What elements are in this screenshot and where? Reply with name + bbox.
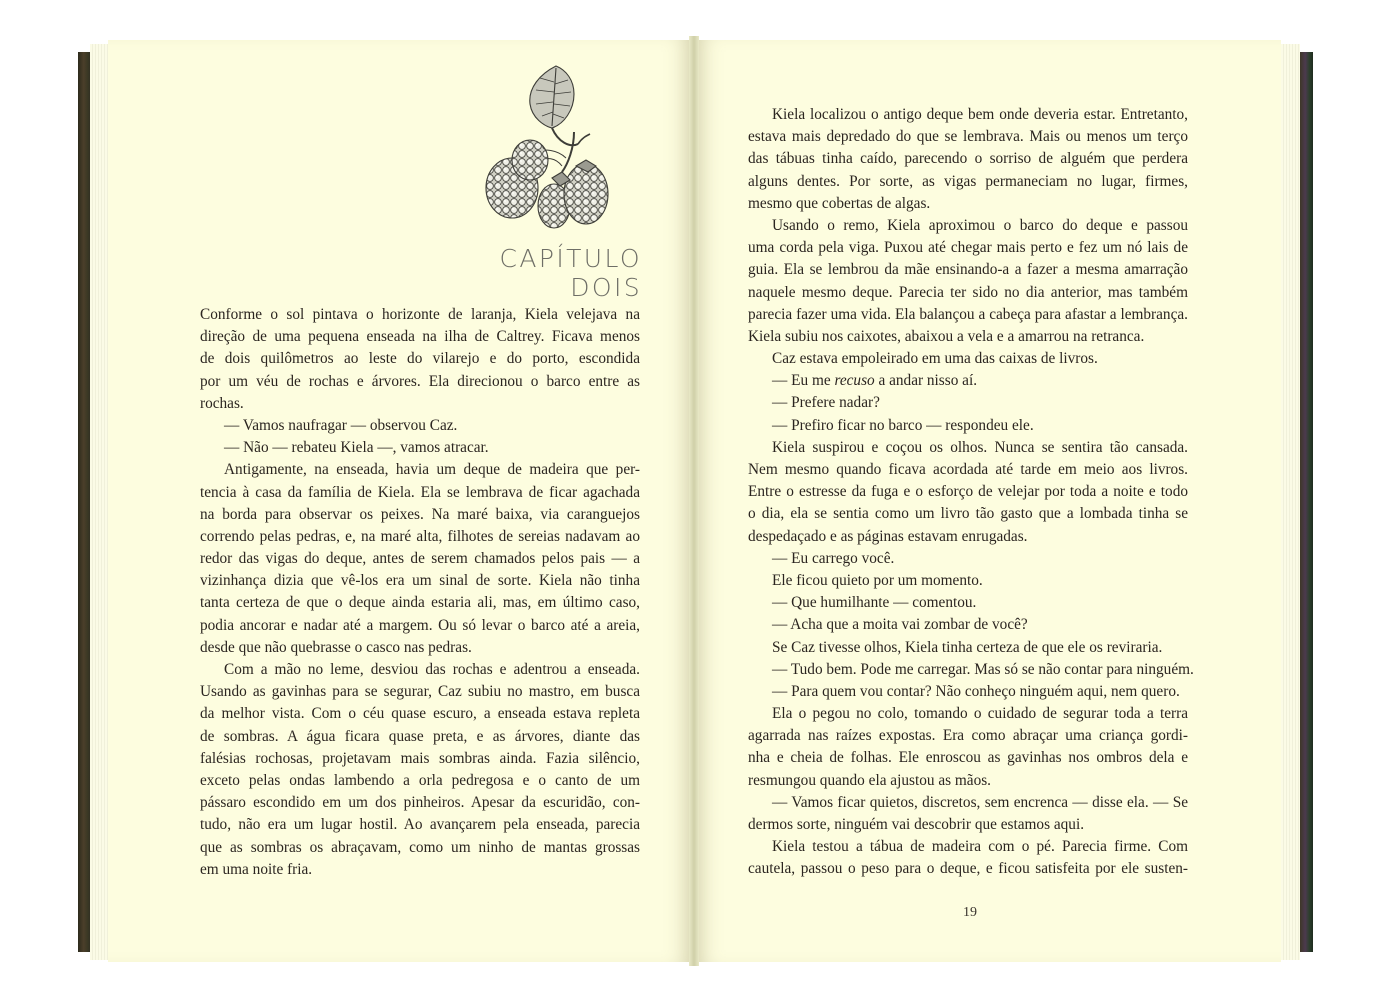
- text-line: em uma noite fria.: [200, 860, 313, 878]
- text-line: de sombras. A água ficara quase preta, e as árvores, diante das: [200, 727, 640, 745]
- text-line: alguns dentes. Por sorte, as vigas permaneciam no lugar, firmes,: [748, 172, 1188, 190]
- text-line: Caz estava empoleirado em uma das caixas de livros.: [772, 350, 1098, 368]
- text-line: — Vamos naufragar — observou Caz.: [224, 416, 458, 434]
- text-line: podia ancorar e nadar até a margem. Ou só levar o barco até a areia,: [200, 616, 640, 634]
- text-line: parecia fazer uma vida. Ela balançou a cabeça para afastar a lembrança.: [748, 305, 1188, 323]
- text-line: naquele mesmo deque. Parecia ter sido no dia anterior, mas também: [748, 283, 1188, 301]
- text-line: resmungou quando ela ajustou as mãos.: [748, 771, 992, 789]
- page-stack-right: [1278, 44, 1300, 960]
- text-line: Se Caz tivesse olhos, Kiela tinha certeza de que ele os reviraria.: [772, 638, 1163, 656]
- text-line: da melhor vista. Com o céu quase escuro, a enseada estava repleta: [200, 705, 640, 723]
- book-gutter: [689, 36, 699, 966]
- text-line: uma corda pela viga. Puxou até chegar mais perto e fez um nó lais de: [748, 239, 1188, 257]
- left-page-text: [200, 304, 640, 881]
- text-line: desde que não quebrasse o casco nas pedras.: [200, 638, 472, 656]
- text-line: — Eu carrego você.: [772, 549, 895, 567]
- text-line: — Vamos ficar quietos, discretos, sem encrenca — disse ela. — Se: [772, 793, 1188, 811]
- text-line: das tábuas tinha caído, parecendo o sorriso de alguém que perdera: [748, 150, 1188, 168]
- text-line: Com a mão no leme, desviou das rochas e adentrou a enseada.: [224, 661, 640, 678]
- text-line: estava mais depredado do que se lembrava. Mais ou menos um terço: [748, 128, 1188, 146]
- text-line: de dois quilômetros ao leste do vilarejo e do porto, escondida: [200, 350, 640, 368]
- text-line: Ela o pegou no colo, tomando o cuidado de segurar toda a terra: [772, 705, 1188, 723]
- text-line: despedaçado e as páginas estavam enrugadas.: [748, 527, 1028, 545]
- text-line: dermos sorte, ninguém vai descobrir que estamos aqui.: [748, 816, 1085, 833]
- raspberry-illustration-icon: [478, 62, 638, 242]
- text-line: Antigamente, na enseada, havia um deque de madeira que per-: [224, 461, 640, 479]
- text-line: o dia, ela se sentia como um livro tão gasto que a lombada tinha se: [748, 505, 1188, 523]
- text-line: guia. Ela se lembrou da mãe ensinando-a a fazer a mesma amarração: [748, 261, 1188, 279]
- text-line: na borda para observar os peixes. Na maré baixa, via caranguejos: [200, 505, 640, 523]
- text-line: Nem mesmo quando ficava acordada até tarde em meio aos livros.: [748, 461, 1188, 478]
- text-line: — Prefere nadar?: [772, 394, 880, 412]
- text-line: falésias rochosas, projetavam mais sombras ainda. Fazia silêncio,: [200, 749, 640, 767]
- text-line: pássaro escondido em um dos pinheiros. Apesar da escuridão, con-: [200, 794, 640, 812]
- text-line: Kiela subiu nos caixotes, abaixou a vela e a amarrou na retranca.: [748, 327, 1145, 345]
- text-line: mesmo que cobertas de algas.: [748, 194, 931, 212]
- text-line: — Prefiro ficar no barco — respondeu ele.: [772, 416, 1034, 434]
- text-line: por um véu de rochas e árvores. Ela direcionou o barco entre as: [200, 372, 640, 390]
- text-line: tencia à casa da família de Kiela. Ela se lembrava de ficar agachada: [200, 483, 640, 501]
- text-line: tanta certeza de que o deque ainda estaria ali, mas, em último caso,: [200, 594, 640, 612]
- text-line: direção de uma pequena enseada na ilha de Caltrey. Ficava menos: [200, 328, 640, 346]
- text-line: nha e cheia de folhas. Ele enroscou as gavinhas nos ombros dela e: [748, 749, 1188, 767]
- text-line: Kiela testou a tábua de madeira com o pé. Parecia firme. Com: [772, 838, 1188, 856]
- text-line: Conforme o sol pintava o horizonte de laranja, Kiela velejava na: [200, 306, 640, 323]
- text-line: Usando as gavinhas para se segurar, Caz subiu no mastro, em busca: [200, 683, 640, 701]
- text-line: — Para quem vou contar? Não conheço ninguém aqui, nem quero.: [772, 682, 1180, 700]
- text-line: Ele ficou quieto por um momento.: [772, 571, 983, 589]
- book-cover-edge-right: [1299, 52, 1313, 952]
- text-line: vizinhança dizia que vê-los era um sinal de sorte. Kiela não tinha: [200, 572, 640, 590]
- text-line: — Não — rebateu Kiela —, vamos atracar.: [224, 439, 489, 457]
- page-number: 19: [963, 905, 977, 920]
- chapter-title: CAPÍTULO DOIS: [499, 244, 642, 302]
- text-line: que as sombras os abraçavam, como um ninho de mantas grossas: [200, 838, 640, 856]
- text-line: correndo pelas pedras, e, na maré alta, filhotes de sereias nadavam ao: [200, 527, 640, 545]
- text-line: agarrada nas raízes expostas. Era como abraçar uma criança gordi-: [748, 727, 1188, 745]
- text-line: Kiela localizou o antigo deque bem onde deveria estar. Entretanto,: [772, 106, 1188, 123]
- text-line: — Eu me recuso a andar nisso aí.: [772, 372, 978, 390]
- text-line: — Tudo bem. Pode me carregar. Mas só se não contar para ninguém.: [772, 660, 1194, 678]
- text-line: redor das vigas do deque, antes de serem chamados pelos pais — a: [200, 550, 640, 568]
- text-line: cautela, passou o peso para o deque, e ficou satisfeita por ele susten-: [748, 860, 1188, 878]
- right-page-text: [748, 104, 1194, 881]
- text-line: Usando o remo, Kiela aproximou o barco do deque e passou: [772, 216, 1188, 234]
- text-line: — Que humilhante — comentou.: [772, 594, 977, 612]
- text-line: rochas.: [200, 394, 244, 412]
- text-line: Kiela suspirou e coçou os olhos. Nunca se sentira tão cansada.: [772, 438, 1188, 456]
- text-line: — Acha que a moita vai zombar de você?: [772, 616, 1028, 634]
- text-line: exceto pelas ondas lambendo a orla pedregosa e o canto de um: [200, 771, 640, 789]
- text-line: Entre o estresse da fuga e o esforço de velejar por toda a noite e todo: [748, 483, 1188, 501]
- text-line: tudo, não era um lugar hostil. Ao avançarem pela enseada, parecia: [200, 816, 640, 834]
